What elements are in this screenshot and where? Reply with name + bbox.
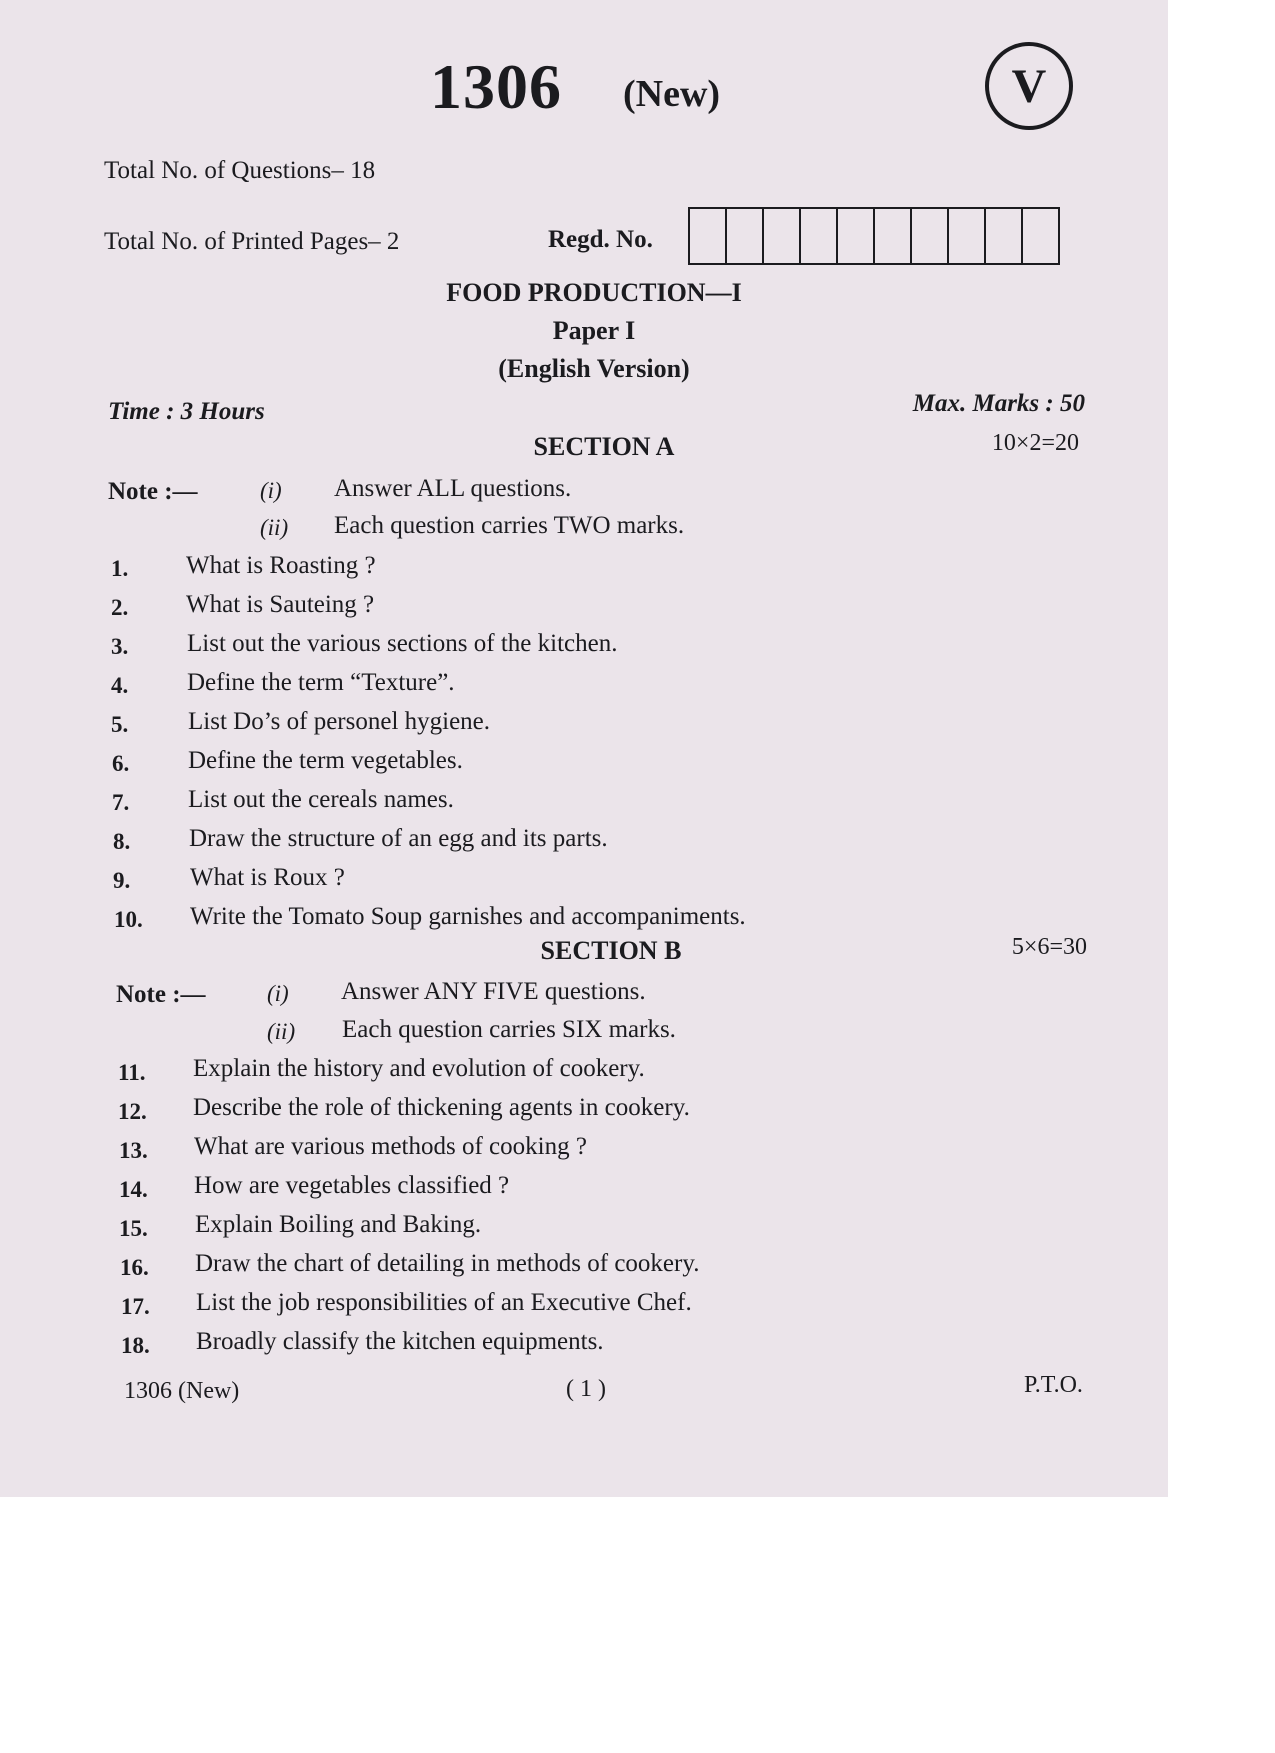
regd-digit-box[interactable] <box>912 209 949 263</box>
question-number: 14. <box>119 1177 148 1202</box>
question-number: 5. <box>111 712 129 737</box>
regd-number-label: Regd. No. <box>548 226 653 253</box>
regd-digit-box[interactable] <box>764 209 801 263</box>
question-number: 17. <box>121 1294 150 1319</box>
total-questions: Total No. of Questions– 18 <box>104 157 376 184</box>
question-text: What is Roasting ? <box>186 552 376 579</box>
regd-digit-box[interactable] <box>801 209 838 263</box>
question-number: 18. <box>121 1333 150 1358</box>
question-number: 6. <box>112 751 130 776</box>
question-text: Define the term “Texture”. <box>187 669 455 696</box>
section-b-note-label: Note :— <box>116 981 206 1008</box>
question-number: 2. <box>111 595 129 620</box>
question-text: Explain Boiling and Baking. <box>195 1211 482 1238</box>
question-number: 9. <box>113 868 131 893</box>
regd-digit-box[interactable] <box>727 209 764 263</box>
question-text: List Do’s of personel hygiene. <box>188 708 491 735</box>
question-text: Draw the structure of an egg and its parts. <box>189 825 608 852</box>
question-text: What are various methods of cooking ? <box>194 1133 587 1160</box>
question-number: 12. <box>118 1099 147 1124</box>
question-number: 11. <box>118 1060 146 1085</box>
question-number: 4. <box>111 673 129 698</box>
note-number: (ii) <box>267 1019 296 1044</box>
language-version: (English Version) <box>498 354 690 383</box>
question-text: What is Sauteing ? <box>186 591 375 618</box>
question-text: Describe the role of thickening agents in cookery. <box>193 1094 690 1121</box>
question-number: 7. <box>112 790 130 815</box>
max-marks: Max. Marks : 50 <box>912 390 1085 417</box>
please-turn-over: P.T.O. <box>1024 1372 1083 1398</box>
question-number: 3. <box>111 634 129 659</box>
question-text: How are vegetables classified ? <box>194 1172 510 1199</box>
section-b-title: SECTION B <box>540 936 682 965</box>
page-number: ( 1 ) <box>566 1376 606 1402</box>
question-text: Broadly classify the kitchen equipments. <box>196 1328 604 1355</box>
regd-digit-box[interactable] <box>838 209 875 263</box>
regd-digit-box[interactable] <box>690 209 727 263</box>
question-text: Define the term vegetables. <box>188 747 463 774</box>
regd-digit-box[interactable] <box>986 209 1023 263</box>
set-letter-badge <box>985 42 1073 130</box>
question-text: List out the various sections of the kitchen. <box>187 630 618 657</box>
regd-digit-box[interactable] <box>1023 209 1060 263</box>
question-number: 15. <box>119 1216 148 1241</box>
note-number: (i) <box>267 981 289 1006</box>
paper-version: (New) <box>623 73 721 115</box>
question-text: Write the Tomato Soup garnishes and accompaniments. <box>190 903 746 930</box>
question-text: Draw the chart of detailing in methods of cookery. <box>195 1250 700 1277</box>
regd-digit-box[interactable] <box>949 209 986 263</box>
regd-number-boxes[interactable] <box>688 207 1060 265</box>
note-number: (i) <box>260 478 282 503</box>
question-text: List out the cereals names. <box>188 786 454 813</box>
question-number: 13. <box>119 1138 148 1163</box>
section-a-marks: 10×2=20 <box>991 430 1079 456</box>
question-text: List the job responsibilities of an Executive Chef. <box>196 1289 692 1316</box>
question-number: 16. <box>120 1255 149 1280</box>
section-a-title: SECTION A <box>533 432 675 461</box>
paper-code: 1306 <box>430 51 562 122</box>
section-a-note-label: Note :— <box>108 478 198 505</box>
note-text: Each question carries SIX marks. <box>342 1016 676 1043</box>
total-printed-pages: Total No. of Printed Pages– 2 <box>104 228 400 255</box>
question-number: 1. <box>111 556 129 581</box>
regd-digit-box[interactable] <box>875 209 912 263</box>
exam-duration: Time : 3 Hours <box>108 398 265 425</box>
section-b-marks: 5×6=30 <box>1011 934 1087 960</box>
note-text: Each question carries TWO marks. <box>334 512 685 539</box>
set-letter: V <box>1011 59 1047 113</box>
note-number: (ii) <box>260 515 289 540</box>
note-text: Answer ANY FIVE questions. <box>341 978 646 1005</box>
note-text: Answer ALL questions. <box>334 475 572 502</box>
footer-paper-code: 1306 (New) <box>124 1378 240 1404</box>
question-text: What is Roux ? <box>190 864 345 891</box>
subject-title: FOOD PRODUCTION—I <box>446 278 742 307</box>
question-text: Explain the history and evolution of cookery. <box>193 1055 645 1082</box>
paper-number: Paper I <box>552 316 636 345</box>
question-number: 8. <box>113 829 131 854</box>
question-number: 10. <box>114 907 143 932</box>
